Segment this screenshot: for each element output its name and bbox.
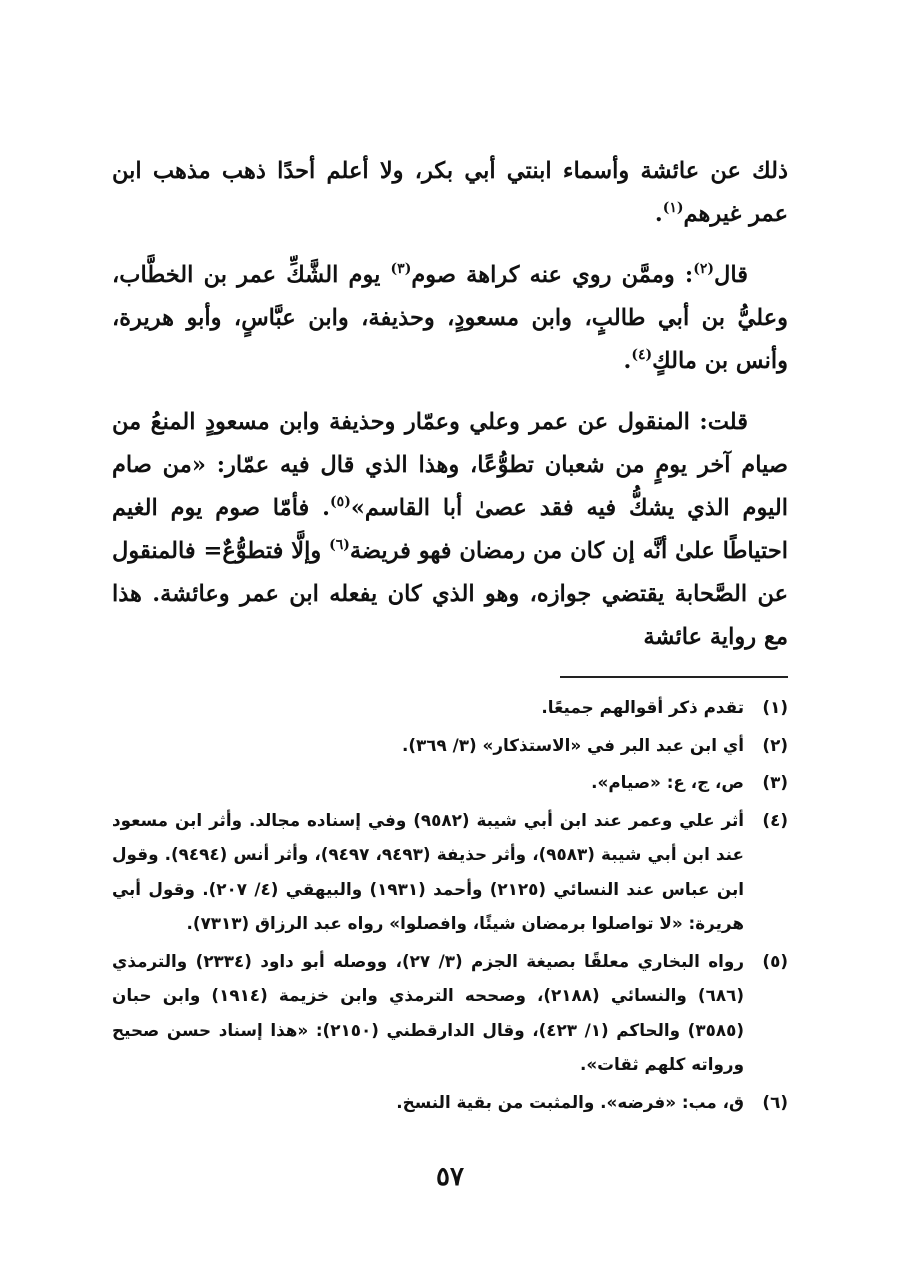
footnote-item xyxy=(112,803,788,941)
footnote-number: (٦) xyxy=(762,1091,788,1112)
paragraph-1-end: . xyxy=(654,201,663,227)
footnote-text: رواه البخاري معلقًا بصيغة الجزم (٣/ ٢٧)، ووصله أبو داود (٢٣٣٤) والترمذي (٦٨٦) والنسائي (٢١٨٨)، وصححه الترمذي وابن خزيمة (١٩١٤) وابن حبان (٣٥٨٥) والحاكم (١/ ٤٢٣)، وقال الدارقطني (٢١٥٠): «هذا إسناد حسن صحيح ورواته كلهم ثقات». xyxy=(112,950,745,1074)
paragraph-3-seg2: . فأمّا صوم يوم الغيم احتياطًا علىٰ أنَّه إن كان من رمضان فهو فريضة xyxy=(112,495,788,564)
footnote-text: أي ابن عبد البر في «الاستذكار» (٣/ ٣٦٩). xyxy=(401,734,744,755)
paragraph-1 xyxy=(112,150,788,236)
footnote-ref-2[interactable]: (٢) xyxy=(693,261,715,277)
footnote-item xyxy=(112,944,788,1082)
paragraph-2-end: . xyxy=(623,348,632,374)
footnote-number: (١) xyxy=(762,697,788,717)
footnotes xyxy=(112,690,788,1122)
footnote-number: (٥) xyxy=(762,950,788,971)
footnote-number: (٤) xyxy=(762,809,788,830)
paragraph-2-lead: قال xyxy=(714,262,748,288)
footnote-ref-3[interactable]: (٣) xyxy=(390,261,412,277)
paragraph-2-seg1: : وممَّن روي عنه كراهة صوم xyxy=(411,262,694,288)
paragraph-3 xyxy=(112,401,788,659)
footnote-text: أثر علي وعمر عند ابن أبي شيبة (٩٥٨٢) وفي إسناده مجالد. وأثر ابن مسعود عند ابن أبي شيبة (٩٥٨٣)، وأثر حذيفة (٩٤٩٣، ٩٤٩٧)، وأثر أنس (٩٤٩٤). وقول ابن عباس عند النسائي (٢١٢٥) وأحمد (١٩٣١) والبيهقي (٤/ ٢٠٧). وقول أبي هريرة: «لا تواصلوا برمضان شيئًا، وافصلوا» رواه عبد الرزاق (٧٣١٣). xyxy=(112,809,744,933)
footnote-text: ق، مب: «فرضه». والمثبت من بقية النسخ. xyxy=(396,1091,744,1112)
footnote-ref-6[interactable]: (٦) xyxy=(329,537,350,553)
footnote-text: ص، ج، ع: «صيام». xyxy=(591,772,744,792)
paragraph-2 xyxy=(112,254,788,383)
footnote-item xyxy=(112,1085,788,1120)
paragraph-1-text: ذلك عن عائشة وأسماء ابنتي أبي بكر، ولا أعلم أحدًا ذهب مذهب ابن عمر غيرهم xyxy=(112,158,788,227)
paragraph-2-seg2: يوم الشَّكِّ عمر بن الخطَّاب، وعليُّ بن أبي طالبٍ، وابن مسعودٍ، وحذيفة، وابن عبَّاسٍ، وأبو هريرة، وأنس بن مالكٍ xyxy=(112,262,788,374)
paragraph-3-seg3: وإلَّا فتطوُّعٌ= فالمنقول عن الصَّحابة يقتضي جوازه، وهو الذي كان يفعله ابن عمر وعائشة. هذا مع رواية عائشة xyxy=(112,538,788,650)
footnote-ref-4[interactable]: (٤) xyxy=(631,347,653,363)
footnote-text: تقدم ذكر أقوالهم جميعًا. xyxy=(541,697,744,717)
footnote-ref-5[interactable]: (٥) xyxy=(330,494,351,510)
footnote-number: (٢) xyxy=(762,734,788,755)
footnote-divider xyxy=(560,676,788,678)
page-number: ٥٧ xyxy=(436,1162,464,1192)
footnote-item xyxy=(112,765,788,800)
footnote-item xyxy=(112,728,788,763)
main-text xyxy=(112,150,788,677)
footnote-item xyxy=(112,690,788,725)
footnote-number: (٣) xyxy=(762,772,788,792)
paragraph-3-seg1: قلت: المنقول عن عمر وعلي وعمّار وحذيفة وابن مسعودٍ المنعُ من صيام آخر يومٍ من شعبان تطوُّعًا، وهذا الذي قال فيه عمّار: «من صام اليوم الذي يشكُّ فيه فقد عصىٰ أبا القاسم» xyxy=(112,409,788,521)
footnote-ref-1[interactable]: (١) xyxy=(662,200,684,216)
